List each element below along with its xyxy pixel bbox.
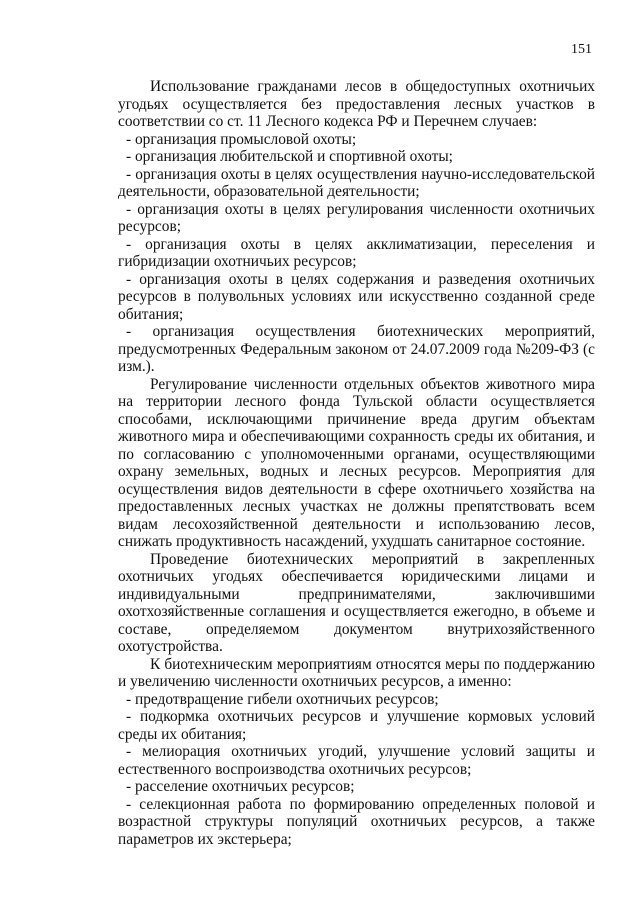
list-item: - мелиорация охотничьих угодий, улучшение условий защиты и естественного воспроизводства охотничьих ресурсов; bbox=[118, 743, 595, 778]
page-number: 151 bbox=[571, 42, 592, 57]
list-item: - организация промысловой охоты; bbox=[126, 130, 357, 148]
list-item: - организация осуществления биотехнических мероприятий, предусмотренных Федеральным законом от 24.07.2009 года №209-ФЗ (с изм.). bbox=[118, 323, 595, 375]
list-item: - предотвращение гибели охотничьих ресурсов; bbox=[126, 690, 439, 708]
paragraph: Использование гражданами лесов в общедоступных охотничьих угодьях осуществляется без предоставления лесных участков в соответствии со ст. 11 Лесного кодекса РФ и Перечнем случаев: bbox=[118, 78, 595, 130]
list-item: - расселение охотничьих ресурсов; bbox=[126, 778, 355, 795]
list-item: - организация охоты в целях регулирования численности охотничьих ресурсов; bbox=[118, 200, 595, 235]
document-body bbox=[118, 78, 595, 848]
list-item: - организация охоты в целях содержания и разведения охотничьих ресурсов в полувольных условиях или искусственно созданной среде обитания; bbox=[118, 270, 595, 323]
list-item: - подкормка охотничьих ресурсов и улучшение кормовых условий среды их обитания; bbox=[118, 708, 595, 743]
list-item: - селекционная работа по формированию определенных половой и возрастной структуры популяций охотничьих ресурсов, а также параметров их экстерьера; bbox=[118, 795, 595, 848]
list-item: - организация охоты в целях осуществления научно-исследовательской деятельности, образовательной деятельности; bbox=[118, 165, 595, 200]
list-item: - организация любительской и спортивной охоты; bbox=[126, 148, 453, 165]
paragraph: К биотехническим мероприятиям относятся меры по поддержанию и увеличению численности охотничьих ресурсов, а именно: bbox=[118, 655, 595, 690]
list-item: - организация охоты в целях акклиматизации, переселения и гибридизации охотничьих ресурсов; bbox=[118, 235, 595, 270]
paragraph: Проведение биотехнических мероприятий в закрепленных охотничьих угодьях обеспечивается юридическими лицами и индивидуальными предпринимателями, заключившими охотхозяйственные соглашения и осуществляется ежегодно, в объеме и составе, определяемом документом внутрихозяйственного охотустройства. bbox=[118, 550, 595, 655]
paragraph: Регулирование численности отдельных объектов животного мира на территории лесного фонда Тульской области осуществляется способами, исключающими причинение вреда другим объектам животного мира и обеспечивающими сохранность среды их обитания, и по согласованию с уполномоченными органами, осуществляющими охрану земельных, водных и лесных ресурсов. Мероприятия для осуществления видов деятельности в сфере охотничьего хозяйства на предоставленных лесных участках не должны препятствовать всем видам лесохозяйственной деятельности и использованию лесов, снижать продуктивность насаждений, ухудшать санитарное состояние. bbox=[118, 375, 595, 550]
